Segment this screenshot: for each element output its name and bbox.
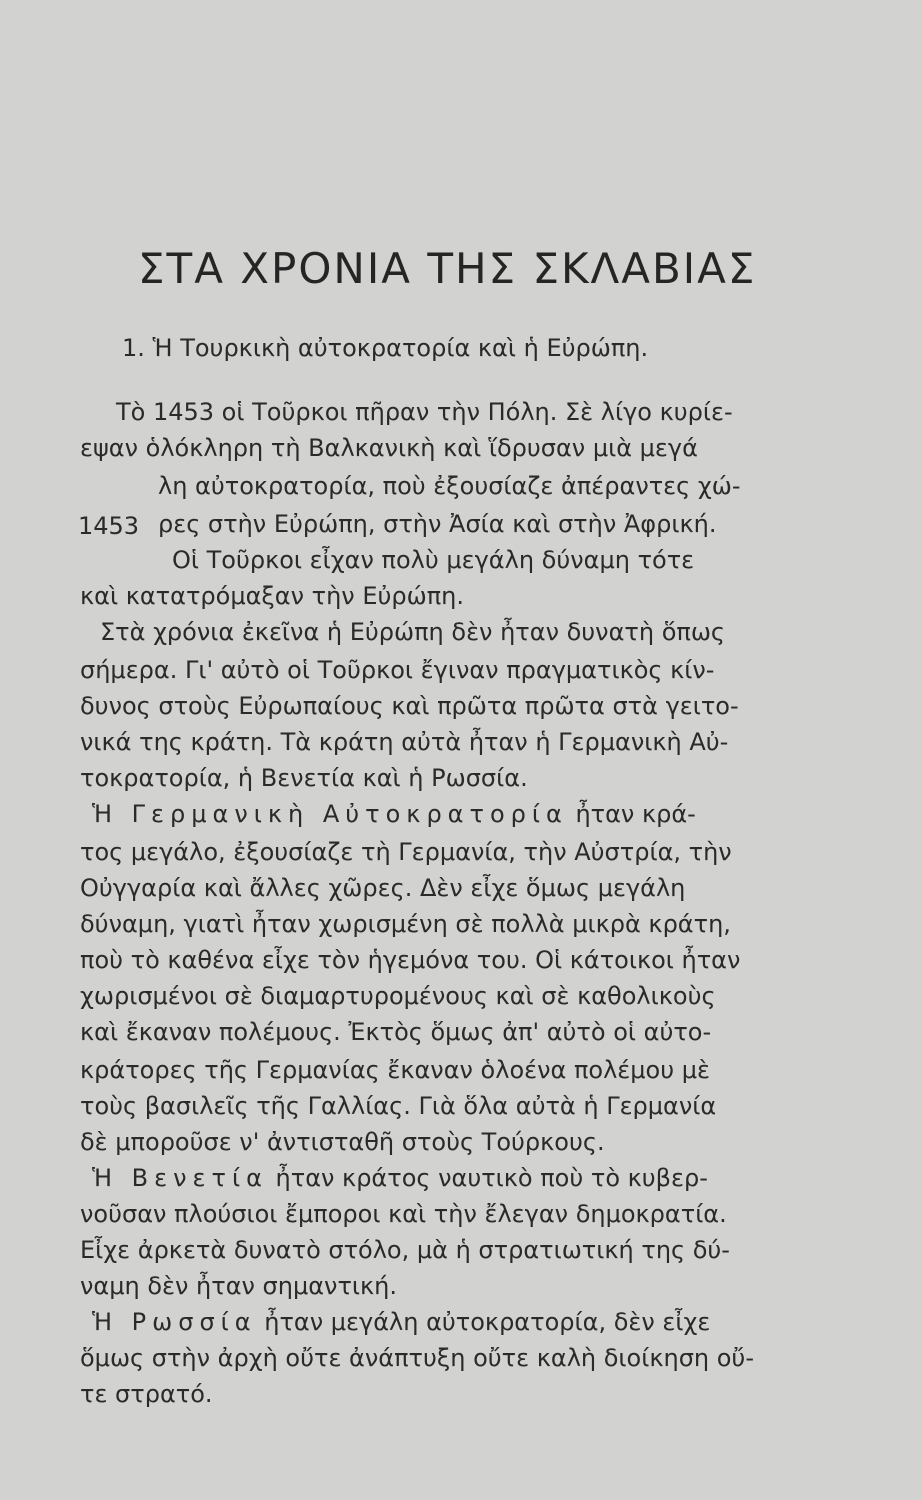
- text-line: Οὐγγαρία καὶ ἄλλες χῶρες. Δὲν εἶχε ὅμως μεγάλη: [80, 874, 686, 902]
- text-line: Οἱ Τοῦρκοι εἶχαν πολὺ μεγάλη δύναμη τότε: [172, 546, 695, 574]
- text-line: τοκρατορία, ἡ Βενετία καὶ ἡ Ρωσσία.: [80, 764, 528, 792]
- text-line: τοὺς βασιλεῖς τῆς Γαλλίας. Γιὰ ὅλα αὐτὰ ἡ Γερμανία: [80, 1092, 717, 1120]
- text-line: νοῦσαν πλούσιοι ἔμποροι καὶ τὴν ἔλεγαν δημοκρατία.: [80, 1200, 727, 1228]
- text-line: καὶ κατατρόμαξαν τὴν Εὐρώπη.: [80, 582, 465, 610]
- chapter-title: ΣΤΑ ΧΡΟΝΙΑ ΤΗΣ ΣΚΛΑΒΙΑΣ: [138, 244, 757, 293]
- text-line: Ἡ Βενετία ἦταν κράτος ναυτικὸ ποὺ τὸ κυβερ-: [92, 1164, 708, 1192]
- text-line: σήμερα. Γι' αὐτὸ οἱ Τοῦρκοι ἔγιναν πραγματικὸς κίν-: [80, 656, 715, 684]
- text-line: καὶ ἔκαναν πολέμους. Ἐκτὸς ὅμως ἀπ' αὐτὸ οἱ αὐτο-: [80, 1018, 712, 1046]
- text-line: κράτορες τῆς Γερμανίας ἔκαναν ὁλοένα πολέμου μὲ: [80, 1056, 710, 1084]
- text-line: ὅμως στὴν ἀρχὴ οὔτε ἀνάπτυξη οὔτε καλὴ διοίκηση οὔ-: [80, 1344, 754, 1372]
- text-line: ποὺ τὸ καθένα εἶχε τὸν ἡγεμόνα του. Οἱ κάτοικοι ἦταν: [80, 946, 741, 974]
- text-line: ρες στὴν Εὐρώπη, στὴν Ἀσία καὶ στὴν Ἀφρική.: [158, 510, 717, 538]
- text-line: ναμη δὲν ἦταν σημαντική.: [80, 1272, 398, 1300]
- section-heading: 1. Ἡ Τουρκικὴ αὐτοκρατορία καὶ ἡ Εὐρώπη.: [122, 334, 649, 362]
- text-line: χωρισμένοι σὲ διαμαρτυρομένους καὶ σὲ καθολικοὺς: [80, 982, 716, 1010]
- text-line: δὲ μποροῦσε ν' ἀντισταθῆ στοὺς Τούρκους.: [80, 1128, 605, 1156]
- text-line: λη αὐτοκρατορία, ποὺ ἐξουσίαζε ἀπέραντες χώ-: [158, 472, 741, 500]
- text-line: Στὰ χρόνια ἐκεῖνα ἡ Εὐρώπη δὲν ἦταν δυνατὴ ὅπως: [100, 618, 726, 646]
- spaced-heading-venice: Ἡ Βενετία: [92, 1164, 268, 1192]
- text-line: Ἡ Ρωσσία ἦταν μεγάλη αὐτοκρατορία, δὲν εἶχε: [92, 1308, 711, 1336]
- text-line: εψαν ὁλόκληρη τὴ Βαλκανικὴ καὶ ἵδρυσαν μιὰ μεγά: [80, 434, 698, 462]
- text-line: δυνος στοὺς Εὐρωπαίους καὶ πρῶτα πρῶτα στὰ γειτο-: [80, 692, 739, 720]
- text-line: Ἡ Γερμανικὴ Αὐτοκρατορία ἦταν κρά-: [92, 800, 696, 828]
- text-line: δύναμη, γιατὶ ἦταν χωρισμένη σὲ πολλὰ μικρὰ κράτη,: [80, 910, 731, 938]
- text-line: νικά της κράτη. Τὰ κράτη αὐτὰ ἦταν ἡ Γερμανικὴ Αὐ-: [80, 728, 729, 756]
- text-line: τος μεγάλο, ἐξουσίαζε τὴ Γερμανία, τὴν Αὐστρία, τὴν: [80, 838, 732, 866]
- text-line: τε στρατό.: [80, 1380, 213, 1408]
- text-line: Εἶχε ἀρκετὰ δυνατὸ στόλο, μὰ ἡ στρατιωτική της δύ-: [80, 1236, 730, 1264]
- spaced-heading-germany: Ἡ Γερμανικὴ Αὐτοκρατορία: [92, 800, 568, 828]
- text-line: Τὸ 1453 οἱ Τοῦρκοι πῆραν τὴν Πόλη. Σὲ λίγο κυρίε-: [116, 398, 733, 426]
- spaced-heading-russia: Ἡ Ρωσσία: [92, 1308, 257, 1336]
- margin-note-year: 1453: [78, 512, 140, 540]
